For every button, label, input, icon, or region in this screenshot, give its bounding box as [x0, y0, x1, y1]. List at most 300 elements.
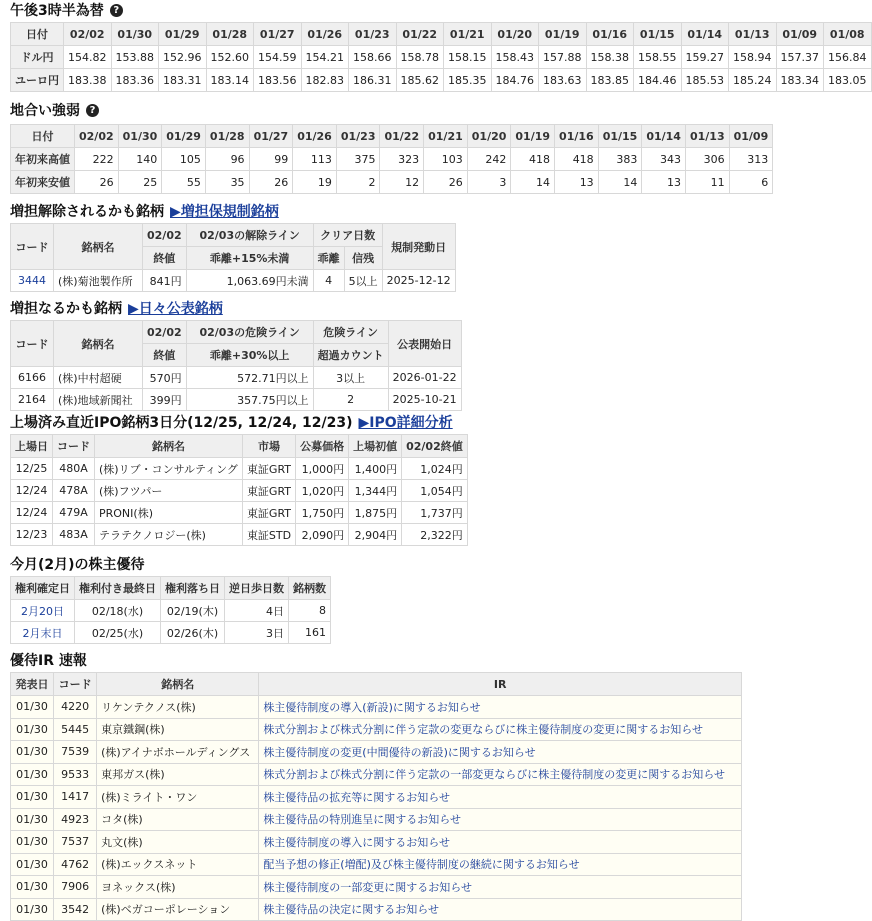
col-header: 銘柄名 — [95, 435, 243, 458]
table-row — [11, 148, 773, 171]
rate-cell: 152.60 — [206, 46, 254, 69]
rate-cell: 186.31 — [349, 69, 397, 92]
table-row — [11, 831, 742, 854]
strength-table — [10, 124, 773, 194]
count-cell: 418 — [511, 148, 555, 171]
col-date-label: 日付 — [11, 23, 64, 46]
count-cell: 96 — [205, 148, 249, 171]
table-row — [11, 502, 468, 524]
release-title-row — [10, 201, 279, 221]
rate-cell: 183.38 — [64, 69, 112, 92]
ir-link[interactable]: 配当予想の修正(増配)及び株主優待制度の継続に関するお知らせ — [263, 858, 580, 872]
rate-cell: 183.05 — [824, 69, 872, 92]
stock-name[interactable]: PRONI(株) — [95, 502, 243, 524]
table-row — [11, 763, 742, 786]
rate-cell: 184.46 — [634, 69, 682, 92]
col-date: 01/29 — [159, 23, 207, 46]
rate-cell: 154.59 — [254, 46, 302, 69]
market: 東証GRT — [242, 480, 295, 502]
col-date: 01/28 — [205, 125, 249, 148]
col-date: 01/21 — [444, 23, 492, 46]
rate-cell: 183.14 — [206, 69, 254, 92]
rate-cell: 157.37 — [776, 46, 824, 69]
close-price: 1,054円 — [402, 480, 468, 502]
rate-cell: 158.15 — [444, 46, 492, 69]
rate-cell: 183.63 — [539, 69, 587, 92]
ir-title[interactable] — [259, 853, 742, 876]
ir-table — [10, 672, 742, 921]
rate-cell: 185.53 — [681, 69, 729, 92]
col-header: コード — [54, 673, 97, 696]
ipo-table-wrap — [10, 434, 468, 546]
col-date: 01/13 — [729, 23, 777, 46]
ir-link[interactable]: 株主優待制度の導入に関するお知らせ — [263, 835, 450, 849]
market: 東証GRT — [242, 502, 295, 524]
count-cell: 222 — [75, 148, 119, 171]
ir-link[interactable]: 株主優待品の特別進呈に関するお知らせ — [263, 813, 461, 827]
stock-code: 5445 — [54, 718, 97, 741]
stock-code: 4923 — [54, 808, 97, 831]
rate-cell: 158.94 — [729, 46, 777, 69]
stock-code[interactable]: 2164 — [11, 389, 54, 411]
ir-title-row — [10, 650, 87, 670]
announce-date: 01/30 — [11, 696, 54, 719]
last-day: 02/18(水) — [75, 600, 161, 622]
strength-section — [10, 100, 99, 120]
col-line-b: 乖離+15%未満 — [186, 247, 313, 270]
rate-cell: 158.55 — [634, 46, 682, 69]
count-cell: 13 — [555, 171, 599, 194]
stock-code[interactable]: 6166 — [11, 367, 54, 389]
close-price: 1,024円 — [402, 458, 468, 480]
count-cell: 25 — [118, 171, 162, 194]
col-date: 01/29 — [162, 125, 206, 148]
col-date: 01/14 — [681, 23, 729, 46]
publish-date: 2026-01-22 — [388, 367, 461, 389]
stock-name: 東邦ガス(株) — [97, 763, 259, 786]
stock-code[interactable]: 480A — [53, 458, 95, 480]
count-cell: 6 — [729, 171, 773, 194]
col-clear: クリア日数 — [313, 224, 382, 247]
close-price: 1,737円 — [402, 502, 468, 524]
ir-title[interactable] — [259, 741, 742, 764]
help-icon[interactable]: ? — [86, 104, 99, 117]
stock-name[interactable]: テラテクノロジー(株) — [95, 524, 243, 546]
stock-code: 7537 — [54, 831, 97, 854]
release-line: 1,063.69円未満 — [186, 270, 313, 292]
col-date: 01/09 — [729, 125, 773, 148]
rate-cell: 184.76 — [491, 69, 539, 92]
ir-title[interactable] — [259, 786, 742, 809]
count-cell: 11 — [685, 171, 729, 194]
count-cell: 306 — [685, 148, 729, 171]
fx-table-wrap — [10, 22, 867, 92]
become-table — [10, 320, 462, 411]
fx-title: 午後3時半為替 — [10, 3, 104, 19]
count-cell: 35 — [205, 171, 249, 194]
count-cell: 103 — [424, 148, 468, 171]
table-row — [11, 718, 742, 741]
ir-title[interactable] — [259, 718, 742, 741]
rate-cell: 158.78 — [396, 46, 444, 69]
yutai-table — [10, 576, 331, 644]
count-cell: 14 — [598, 171, 642, 194]
offer-price: 2,090円 — [296, 524, 349, 546]
record-date[interactable] — [11, 600, 75, 622]
stock-code: 9533 — [54, 763, 97, 786]
rate-cell: 183.36 — [111, 69, 159, 92]
rate-cell: 183.34 — [776, 69, 824, 92]
col-over-b: 超過カウント — [313, 344, 388, 367]
fx-section — [10, 0, 123, 20]
become-table-wrap — [10, 320, 462, 411]
col-header: 02/02終値 — [402, 435, 468, 458]
col-clear-a: 乖離 — [313, 247, 344, 270]
rate-cell: 183.31 — [159, 69, 207, 92]
table-row — [11, 853, 742, 876]
count-cell: 313 — [729, 148, 773, 171]
row-label: ドル円 — [11, 46, 64, 69]
table-row — [11, 876, 742, 899]
yutai-section — [10, 554, 145, 574]
danger-line: 357.75円以上 — [186, 389, 313, 411]
ir-link[interactable]: 株式分割および株式分割に伴う定款の一部変更ならびに株主優待制度の変更に関するお知らせ — [263, 768, 725, 782]
close-price: 841円 — [143, 270, 187, 292]
table-row — [11, 622, 331, 644]
ir-link[interactable]: 株主優待制度の変更(中間優待の新設)に関するお知らせ — [263, 745, 536, 759]
fx-title-row — [10, 0, 123, 20]
record-date-link[interactable]: 2月末日 — [22, 626, 63, 640]
ir-title[interactable] — [259, 763, 742, 786]
count-cell: 19 — [293, 171, 337, 194]
col-date-label: 日付 — [11, 125, 75, 148]
first-price: 2,904円 — [349, 524, 402, 546]
record-date-link[interactable]: 2月20日 — [21, 604, 64, 618]
rate-cell: 152.96 — [159, 46, 207, 69]
count-cell: 26 — [249, 171, 293, 194]
announce-date: 01/30 — [11, 876, 54, 899]
rate-cell: 185.35 — [444, 69, 492, 92]
col-code: コード — [11, 224, 54, 270]
col-date: 01/20 — [491, 23, 539, 46]
col-close-a: 02/02 — [143, 321, 187, 344]
col-date: 01/23 — [349, 23, 397, 46]
stock-code[interactable]: 478A — [53, 480, 95, 502]
col-header: 権利付き最終日 — [75, 577, 161, 600]
col-date: 01/22 — [380, 125, 424, 148]
reverse-days: 3日 — [225, 622, 289, 644]
table-row — [11, 270, 456, 292]
help-icon[interactable]: ? — [110, 4, 123, 17]
stock-name: 東京鐵鋼(株) — [97, 718, 259, 741]
listing-date: 12/25 — [11, 458, 53, 480]
col-line-a: 02/03の解除ライン — [186, 224, 313, 247]
row-label: ユーロ円 — [11, 69, 64, 92]
count-cell: 12 — [380, 171, 424, 194]
rate-cell: 157.88 — [539, 46, 587, 69]
listing-date: 12/24 — [11, 502, 53, 524]
release-title: 増担解除されるかも銘柄 — [10, 204, 164, 220]
announce-date: 01/30 — [11, 831, 54, 854]
table-row — [11, 741, 742, 764]
close-price: 570円 — [143, 367, 187, 389]
announce-date: 01/30 — [11, 741, 54, 764]
rate-cell: 159.27 — [681, 46, 729, 69]
become-title-row — [10, 298, 223, 318]
strength-table-wrap — [10, 124, 769, 194]
first-price: 1,875円 — [349, 502, 402, 524]
col-date: 01/23 — [336, 125, 380, 148]
col-date: 01/15 — [634, 23, 682, 46]
release-table — [10, 223, 456, 292]
header-row — [11, 435, 468, 458]
col-header: コード — [53, 435, 95, 458]
offer-price: 1,000円 — [296, 458, 349, 480]
ipo-table — [10, 434, 468, 546]
col-date: 01/21 — [424, 125, 468, 148]
col-date: 01/28 — [206, 23, 254, 46]
stock-name: (株)ベガコーポレーション — [97, 898, 259, 921]
col-header: 銘柄数 — [289, 577, 331, 600]
yutai-table-wrap — [10, 576, 331, 644]
clear-days-b: 5以上 — [344, 270, 382, 292]
stock-code: 7906 — [54, 876, 97, 899]
first-price: 1,400円 — [349, 458, 402, 480]
row-label: 年初来安値 — [11, 171, 75, 194]
stock-name[interactable]: (株)フツパー — [95, 480, 243, 502]
col-line-a: 02/03の危険ライン — [186, 321, 313, 344]
col-header: 公募価格 — [296, 435, 349, 458]
col-header: 権利落ち日 — [161, 577, 225, 600]
ir-link[interactable]: 株主優待品の拡充等に関するお知らせ — [263, 790, 450, 804]
rate-cell: 154.82 — [64, 46, 112, 69]
col-header: IR — [259, 673, 742, 696]
table-row — [11, 367, 462, 389]
ir-table-wrap — [10, 672, 754, 921]
rate-cell: 156.84 — [824, 46, 872, 69]
table-row — [11, 786, 742, 809]
count-cell: 383 — [598, 148, 642, 171]
ir-link[interactable]: 株式分割および株式分割に伴う定款の変更ならびに株主優待制度の変更に関するお知らせ — [263, 723, 703, 737]
col-code: コード — [11, 321, 54, 367]
col-over-a: 危険ライン — [313, 321, 388, 344]
col-clear-b: 信残 — [344, 247, 382, 270]
col-date: 01/30 — [118, 125, 162, 148]
ipo-section — [10, 412, 453, 432]
col-header: 権利確定日 — [11, 577, 75, 600]
rate-cell: 154.21 — [301, 46, 349, 69]
col-date: 01/14 — [642, 125, 686, 148]
col-header: 逆日歩日数 — [225, 577, 289, 600]
stock-code[interactable]: 3444 — [18, 274, 46, 287]
trigger-date: 2025-12-12 — [382, 270, 455, 292]
ir-section — [10, 650, 87, 670]
stock-count: 161 — [289, 622, 331, 644]
table-row — [11, 600, 331, 622]
header-row — [11, 577, 331, 600]
col-date: 01/27 — [254, 23, 302, 46]
header-row — [11, 23, 872, 46]
rate-cell: 182.83 — [301, 69, 349, 92]
table-row — [11, 898, 742, 921]
count-cell: 418 — [555, 148, 599, 171]
header-row — [11, 125, 773, 148]
stock-name: (株)菊池製作所 — [54, 270, 143, 292]
col-trigger: 規制発動日 — [382, 224, 455, 270]
stock-name: リケンテクノス(株) — [97, 696, 259, 719]
ex-date: 02/26(木) — [161, 622, 225, 644]
table-row — [11, 69, 872, 92]
stock-code: 4762 — [54, 853, 97, 876]
col-date: 01/13 — [685, 125, 729, 148]
col-header: 市場 — [242, 435, 295, 458]
ex-date: 02/19(木) — [161, 600, 225, 622]
announce-date: 01/30 — [11, 853, 54, 876]
stock-code: 4220 — [54, 696, 97, 719]
col-close-b: 終値 — [143, 344, 187, 367]
table-row — [11, 696, 742, 719]
ir-title[interactable] — [259, 876, 742, 899]
col-name: 銘柄名 — [54, 224, 143, 270]
margin-regulation-link[interactable]: ▶増担保規制銘柄 — [170, 204, 279, 220]
count-cell: 375 — [336, 148, 380, 171]
daily-publication-link[interactable]: ▶日々公表銘柄 — [128, 301, 223, 317]
rate-cell: 185.24 — [729, 69, 777, 92]
announce-date: 01/30 — [11, 898, 54, 921]
record-date[interactable] — [11, 622, 75, 644]
ir-title[interactable] — [259, 696, 742, 719]
offer-price: 1,020円 — [296, 480, 349, 502]
strength-title-row — [10, 100, 99, 120]
col-date: 01/26 — [301, 23, 349, 46]
reverse-days: 4日 — [225, 600, 289, 622]
offer-price: 1,750円 — [296, 502, 349, 524]
col-close-b: 終値 — [143, 247, 187, 270]
ir-title: 優待IR 速報 — [10, 653, 87, 669]
announce-date: 01/30 — [11, 786, 54, 809]
stock-code: 7539 — [54, 741, 97, 764]
ir-link[interactable]: 株主優待品の決定に関するお知らせ — [263, 903, 439, 917]
count-cell: 323 — [380, 148, 424, 171]
ipo-title-row — [10, 412, 453, 432]
col-date: 01/22 — [396, 23, 444, 46]
col-header: 上場初値 — [349, 435, 402, 458]
count-cell: 26 — [75, 171, 119, 194]
rate-cell: 153.88 — [111, 46, 159, 69]
header-row — [11, 673, 742, 696]
col-close-a: 02/02 — [143, 224, 187, 247]
release-section — [10, 201, 279, 221]
listing-date: 12/24 — [11, 480, 53, 502]
col-date: 01/09 — [776, 23, 824, 46]
yutai-title-row — [10, 554, 145, 574]
count-cell: 55 — [162, 171, 206, 194]
ipo-title: 上場済み直近IPO銘柄3日分(12/25, 12/24, 12/23) — [10, 415, 353, 431]
col-date: 02/02 — [64, 23, 112, 46]
table-row — [11, 524, 468, 546]
count-cell: 3 — [467, 171, 511, 194]
col-date: 01/19 — [511, 125, 555, 148]
count-cell: 343 — [642, 148, 686, 171]
publish-date: 2025-10-21 — [388, 389, 461, 411]
stock-name: (株)アイナボホールディングス — [97, 741, 259, 764]
stock-name: コタ(株) — [97, 808, 259, 831]
close-price: 2,322円 — [402, 524, 468, 546]
ir-title[interactable] — [259, 898, 742, 921]
stock-name: (株)エックスネット — [97, 853, 259, 876]
count-cell: 242 — [467, 148, 511, 171]
rate-cell: 183.56 — [254, 69, 302, 92]
stock-code[interactable]: 483A — [53, 524, 95, 546]
table-row — [11, 389, 462, 411]
stock-name: (株)中村超硬 — [54, 367, 143, 389]
table-row — [11, 480, 468, 502]
rate-cell: 158.66 — [349, 46, 397, 69]
col-date: 01/16 — [555, 125, 599, 148]
last-day: 02/25(水) — [75, 622, 161, 644]
announce-date: 01/30 — [11, 763, 54, 786]
yutai-title: 今月(2月)の株主優待 — [10, 557, 145, 573]
ir-title[interactable] — [259, 831, 742, 854]
ir-link[interactable]: 株主優待制度の導入(新設)に関するお知らせ — [263, 700, 481, 714]
become-title: 増担なるかも銘柄 — [10, 301, 122, 317]
close-price: 399円 — [143, 389, 187, 411]
stock-name[interactable]: (株)リブ・コンサルティング — [95, 458, 243, 480]
rate-cell: 185.62 — [396, 69, 444, 92]
col-date: 01/19 — [539, 23, 587, 46]
listing-date: 12/23 — [11, 524, 53, 546]
strength-title: 地合い強弱 — [10, 103, 80, 119]
col-header: 銘柄名 — [97, 673, 259, 696]
announce-date: 01/30 — [11, 718, 54, 741]
col-name: 銘柄名 — [54, 321, 143, 367]
col-date: 01/08 — [824, 23, 872, 46]
col-date: 01/30 — [111, 23, 159, 46]
stock-code: 1417 — [54, 786, 97, 809]
count-cell: 99 — [249, 148, 293, 171]
col-date: 01/16 — [586, 23, 634, 46]
stock-code[interactable]: 479A — [53, 502, 95, 524]
count-cell: 2 — [336, 171, 380, 194]
rate-cell: 183.85 — [586, 69, 634, 92]
col-date: 01/20 — [467, 125, 511, 148]
col-date: 01/15 — [598, 125, 642, 148]
danger-line: 572.71円以上 — [186, 367, 313, 389]
stock-code-link[interactable] — [11, 270, 54, 292]
col-pub: 公表開始日 — [388, 321, 461, 367]
over-count: 3以上 — [313, 367, 388, 389]
row-label: 年初来高値 — [11, 148, 75, 171]
ir-link[interactable]: 株主優待制度の一部変更に関するお知らせ — [263, 880, 472, 894]
stock-name: 丸文(株) — [97, 831, 259, 854]
rate-cell: 158.43 — [491, 46, 539, 69]
stock-name: (株)地域新聞社 — [54, 389, 143, 411]
announce-date: 01/30 — [11, 808, 54, 831]
table-row — [11, 171, 773, 194]
col-line-b: 乖離+30%以上 — [186, 344, 313, 367]
count-cell: 140 — [118, 148, 162, 171]
table-row — [11, 808, 742, 831]
table-row — [11, 46, 872, 69]
stock-code: 3542 — [54, 898, 97, 921]
count-cell: 13 — [642, 171, 686, 194]
col-date: 01/27 — [249, 125, 293, 148]
ipo-analysis-link[interactable]: ▶IPO詳細分析 — [358, 415, 453, 431]
stock-name: (株)ミライト・ワン — [97, 786, 259, 809]
count-cell: 14 — [511, 171, 555, 194]
ir-title[interactable] — [259, 808, 742, 831]
market: 東証GRT — [242, 458, 295, 480]
